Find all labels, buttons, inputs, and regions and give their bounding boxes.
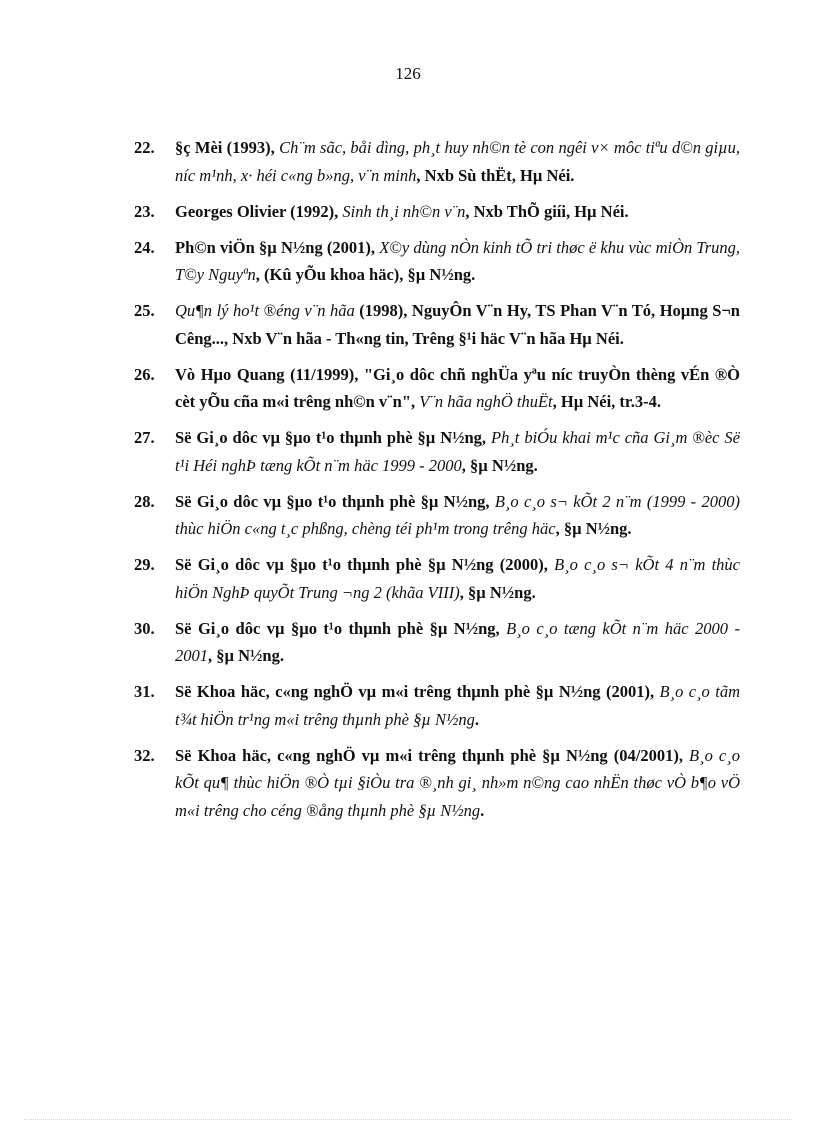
reference-detail: Së Gi¸o dôc vµ §µo t¹o thµnh phè §µ N½ng (2000), [175,555,555,574]
reference-number: 24. [134,237,155,257]
reference-detail: §ç Mèi (1993), [175,138,280,157]
reference-number: 28. [134,491,155,511]
reference-title: V¨n hãa nghÖ thuËt [419,392,553,411]
reference-text [175,424,740,479]
reference-number: 22. [134,138,155,157]
reference-text [175,615,740,670]
reference-text [175,134,740,189]
reference-text [175,297,740,352]
reference-title: B¸o c¸o s¬ kÕt 4 n¨m thùc hiÖn NghÞ quyÕt Trung ¬ng 2 (khãa VIII) [175,555,741,602]
reference-number: 29. [134,555,155,574]
reference-item [134,134,740,189]
reference-detail: . [474,709,480,729]
reference-item [134,678,740,733]
reference-text [175,234,740,289]
reference-detail: , Nxb Sù thËt, Hµ Néi. [416,165,575,185]
reference-detail: Së Khoa häc, c«ng nghÖ vµ m«i trêng thµnh phè §µ N½ng (04/2001), [175,745,690,765]
reference-title: Ph¸t biÓu khai m¹c cña Gi¸m ®èc Së t¹i Héi nghÞ tæng kÕt n¨m häc 1999 - 2000 [175,428,740,475]
reference-detail: (1998), NguyÔn V¨n Hy, TS Phan V¨n Tó, Hoµng S¬n Cêng..., Nxb V¨n hãa - Th«ng tin, Trêng §¹i häc V¨n hãa Hµ Néi. [175,301,740,348]
reference-detail: Së Gi¸o dôc vµ §µo t¹o thµnh phè §µ N½ng, [175,618,507,638]
reference-detail: , §µ N½ng. [461,455,538,475]
reference-item [134,424,740,479]
reference-title: X©y dùng nÒn kinh tÕ tri thøc ë khu vùc miÒn Trung, T©y Nguyªn [175,237,740,284]
reference-detail: , §µ N½ng. [555,519,632,538]
reference-title: Sinh th¸i nh©n v¨n [342,201,466,221]
reference-item [134,297,740,352]
reference-detail: , Hµ Néi, tr.3-4. [552,392,661,411]
reference-detail: , §µ N½ng. [208,646,284,665]
reference-detail: Së Gi¸o dôc vµ §µo t¹o thµnh phè §µ N½ng, [175,491,495,511]
reference-detail: Së Khoa häc, c«ng nghÖ vµ m«i trêng thµnh phè §µ N½ng (2001), [175,682,660,701]
reference-number: 32. [134,745,155,765]
reference-number: 30. [134,618,155,638]
reference-title: B¸o c¸o tæng kÕt n¨m häc 2000 - 2001 [175,618,740,665]
reference-title: B¸o c¸o s¬ kÕt 2 n¨m (1999 - 2000) thùc hiÖn c«ng t¸c phßng, chèng téi ph¹m trong trêng häc [175,491,740,538]
reference-title: Qu¶n lý ho¹t ®éng v¨n hãa [175,301,355,320]
reference-text [175,198,740,226]
reference-item [134,361,740,416]
reference-text [175,488,740,543]
reference-text [175,551,740,606]
reference-detail: , (Kû yÕu khoa häc), §µ N½ng. [255,265,476,284]
reference-detail: Georges Olivier (1992), [175,201,343,221]
reference-text [175,361,740,416]
reference-list [134,134,740,833]
reference-text [175,678,740,733]
reference-detail: , §µ N½ng. [459,582,536,602]
reference-item [134,488,740,543]
reference-number: 26. [134,364,155,384]
reference-item [134,551,740,606]
reference-item [134,615,740,670]
reference-title: Ch¨m sãc, båi dìng, ph¸t huy nh©n tè con ngêi v× môc tiªu d©n giµu, níc m¹nh, x· héi c«ng b»ng, v¨n minh [175,138,741,185]
reference-detail: , Nxb ThÕ giíi, Hµ Néi. [465,201,629,221]
reference-title: B¸o c¸o kÕt qu¶ thùc hiÖn ®Ò tµi §iÒu tra ®¸nh gi¸ nh»m n©ng cao nhËn thøc vÒ b¶o vÖ m«i trêng cho céng ®ång thµnh phè §µ N½ng [175,745,740,820]
reference-text [175,742,740,825]
reference-detail: . [480,800,485,820]
reference-number: 25. [134,301,155,320]
footer-rule [24,1119,792,1120]
page-number: 126 [395,64,421,83]
reference-detail: Vò Hµo Quang (11/1999), "Gi¸o dôc chñ nghÜa yªu níc truyÒn thèng vÉn ®Ò cèt yÕu cña m«i trêng nh©n v¨n", [175,364,740,411]
reference-number: 27. [134,428,155,447]
reference-detail: Së Gi¸o dôc vµ §µo t¹o thµnh phè §µ N½ng, [175,428,491,447]
reference-title: B¸o c¸o tãm t¾t hiÖn tr¹ng m«i trêng thµnh phè §µ N½ng [175,682,740,729]
reference-item [134,742,740,825]
reference-detail: Ph©n viÖn §µ N½ng (2001), [175,237,380,257]
reference-item [134,234,740,289]
reference-number: 23. [134,201,155,221]
reference-number: 31. [134,682,155,701]
reference-item [134,198,740,226]
